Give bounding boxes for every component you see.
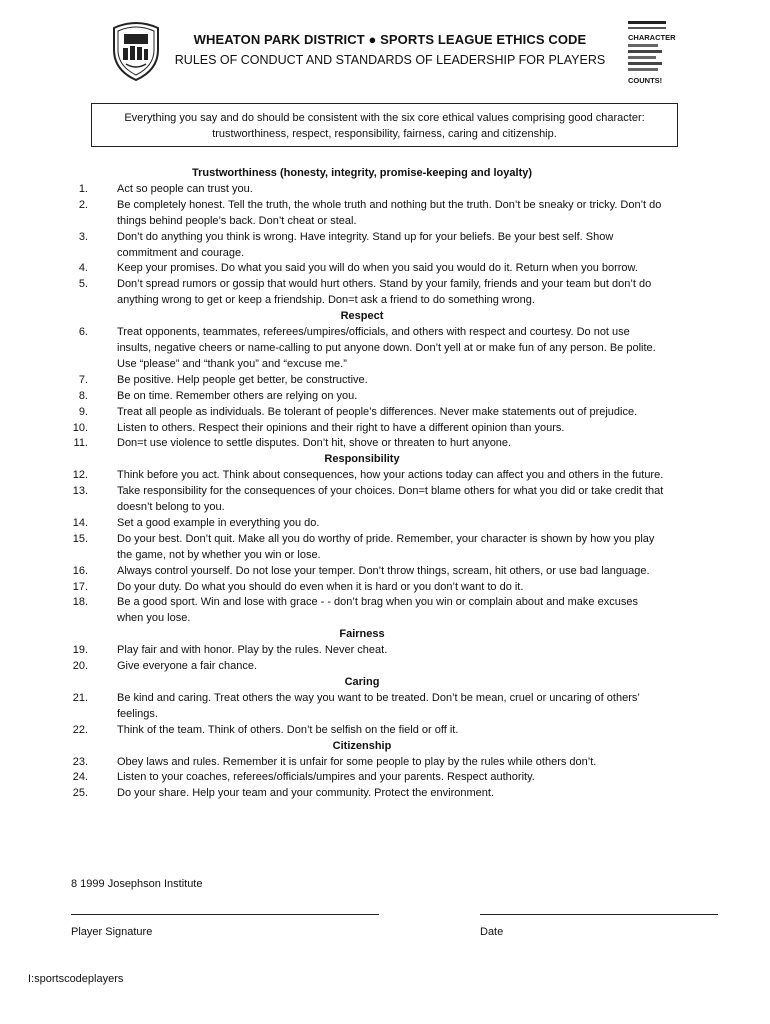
rule-number: 8. [78,389,88,402]
date-label: Date [480,926,504,938]
rule-number: 14. [72,516,88,529]
rule-number: 21. [72,691,88,704]
date-signature-line[interactable] [480,914,718,915]
logo-text-top: CHARACTER [628,33,676,42]
copyright-notice: 8 1999 Josephson Institute [71,878,203,890]
character-counts-logo-icon [626,20,676,88]
section-heading: Trustworthiness (honesty, integrity, promise-keeping and loyalty) [191,167,533,179]
rule-number: 17. [72,580,88,593]
park-district-shield-logo-icon [108,20,164,82]
rule-number: 12. [72,469,88,482]
rule-text: Obey laws and rules. Remember it is unfair for some people to play by the rules while others don’t. [117,755,597,768]
section-heading: Respect [340,310,384,323]
rule-number: 19. [72,644,88,657]
rule-item [60,325,664,373]
rule-number: 18. [72,596,88,609]
rule-item [60,723,664,739]
rule-number: 13. [72,485,88,498]
rule-number: 1. [78,182,88,195]
rule-item [60,436,664,452]
rule-number: 24. [72,771,88,784]
section-heading: Caring [344,676,380,688]
rule-text: Don’t do anything you think is wrong. Have integrity. Stand up for your beliefs. Be your best self. Show commitment and courage. [117,230,614,259]
rule-text: Be positive. Help people get better, be constructive. [117,373,368,386]
rule-item [60,516,664,532]
rule-item [60,580,664,596]
rule-text: Don’t spread rumors or gossip that would hurt others. Stand by your family, friends and your team but don’t do anything wrong to get or keep a friendship. Don=t ask a friend to do something wrong. [117,278,652,307]
rule-number: 9. [78,405,88,418]
rule-item [60,532,664,564]
rule-item [60,468,664,484]
player-signature-label: Player Signature [71,926,153,938]
rule-item [60,182,664,198]
rule-item [60,564,664,580]
rule-item [60,277,664,309]
document-subtitle: RULES OF CONDUCT AND STANDARDS OF LEADERSHIP FOR PLAYERS [174,53,606,67]
rule-number: 15. [72,532,88,545]
rule-number: 23. [72,755,88,768]
rule-text: Keep your promises. Do what you said you will do when you said you would do it. Return when you borrow. [117,262,638,275]
rule-number: 4. [78,262,88,275]
rule-number: 5. [78,278,88,291]
rule-number: 16. [72,564,88,577]
rule-item [60,755,664,771]
rule-text: Be a good sport. Win and lose with grace - - don’t brag when you win or complain about and make excuses when you lose. [117,596,638,625]
rule-item [60,643,664,659]
rule-text: Act so people can trust you. [117,182,253,195]
rule-text: Do your share. Help your team and your community. Protect the environment. [117,787,495,800]
logo-text-bottom: COUNTS! [628,76,663,85]
rule-item [60,770,664,786]
rule-number: 2. [78,198,88,211]
rule-item [60,786,664,802]
rule-text: Do your duty. Do what you should do even when it is hard or you don’t want to do it. [117,580,524,593]
intro-line-2: trustworthiness, respect, responsibility, fairness, caring and citizenship. [212,128,557,140]
rule-number: 3. [78,230,88,243]
rule-text: Be on time. Remember others are relying on you. [117,389,358,402]
rule-item [60,659,664,675]
rule-item [60,389,664,405]
rule-text: Be completely honest. Tell the truth, the whole truth and nothing but the truth. Don’t be sneaky or tricky. Don’t do things behind people’s back. Don’t cheat or steal. [117,198,662,227]
rules-list [60,166,664,802]
rule-item [60,230,664,262]
rule-text: Listen to your coaches, referees/officials/umpires and your parents. Respect authority. [117,771,535,784]
rule-text: Do your best. Don’t quit. Make all you do worthy of pride. Remember, your character is shown by how you play the game, not by whether you win or lose. [117,532,655,561]
rule-item [60,691,664,723]
rule-item [60,421,664,437]
player-signature-line[interactable] [71,914,379,915]
intro-box [91,103,678,147]
rule-number: 11. [73,437,88,450]
rule-item [60,373,664,389]
rule-text: Treat opponents, teammates, referees/umpires/officials, and others with respect and courtesy. Do not use insults, negative cheers or name-calling to put anyone down. Don’t yell at or make fun of any person. Be polite. Use “please” and “thank you” and “excuse me.” [117,326,656,370]
rule-text: Treat all people as individuals. Be tolerant of people’s differences. Never make statements out of prejudice. [117,405,638,418]
rule-text: Always control yourself. Do not lose your temper. Don’t throw things, scream, hit others, or use bad language. [117,564,650,577]
rule-number: 25. [72,787,88,800]
rule-text: Set a good example in everything you do. [117,516,320,529]
rule-number: 6. [78,326,88,339]
rule-text: Play fair and with honor. Play by the rules. Never cheat. [117,644,388,657]
section-heading: Responsibility [324,453,400,466]
section-heading: Citizenship [332,739,392,752]
rule-text: Be kind and caring. Treat others the way you want to be treated. Don’t be mean, cruel or uncaring of others’ feelings. [117,691,640,720]
rule-text: Listen to others. Respect their opinions and their right to have a different opinion than yours. [117,421,565,434]
intro-line-1: Everything you say and do should be consistent with the six core ethical values comprising good character: [124,112,645,124]
rule-item [60,198,664,230]
document-header [160,32,620,67]
rule-number: 22. [72,723,88,736]
file-path-footer: I:sportscodeplayers [28,973,124,985]
document-title: WHEATON PARK DISTRICT ● SPORTS LEAGUE ETHICS CODE [193,32,587,47]
rule-number: 10. [72,421,88,434]
rule-number: 20. [72,660,88,673]
rule-text: Don=t use violence to settle disputes. Don’t hit, shove or threaten to hurt anyone. [117,437,512,450]
rule-item [60,484,664,516]
rule-item [60,261,664,277]
rule-text: Give everyone a fair chance. [117,660,258,673]
rule-number: 7. [78,373,88,386]
rule-item [60,595,664,627]
rule-text: Think of the team. Think of others. Don’t be selfish on the field or off it. [117,723,459,736]
rule-item [60,405,664,421]
section-heading: Fairness [339,628,385,641]
rule-text: Take responsibility for the consequences of your choices. Don=t blame others for what you did or take credit that doesn’t belong to you. [117,485,664,514]
rule-text: Think before you act. Think about consequences, how your actions today can affect you and others in the future. [117,469,664,482]
